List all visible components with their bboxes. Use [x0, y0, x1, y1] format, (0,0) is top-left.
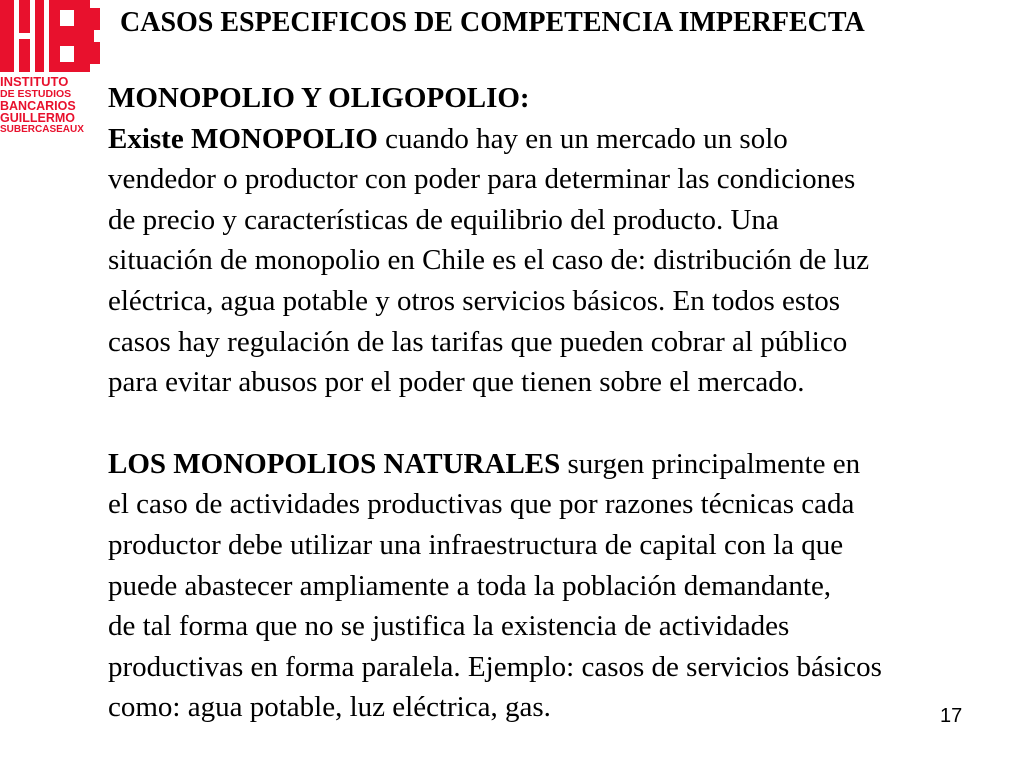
- spacer: [108, 403, 1024, 444]
- logo-line: INSTITUTO: [0, 74, 69, 89]
- logo-line: GUILLERMO: [0, 111, 75, 125]
- paragraph-line: eléctrica, agua potable y otros servicios básicos. En todos estos: [108, 284, 841, 317]
- paragraph-line: productor debe utilizar una infraestructura de capital con la que: [108, 528, 844, 561]
- logo-line: SUBERCASEAUX: [0, 124, 84, 135]
- paragraph-line: [108, 444, 1024, 485]
- paragraph-line: para evitar abusos por el poder que tienen sobre el mercado.: [108, 366, 805, 399]
- institution-logo: [0, 0, 100, 150]
- paragraph-line: puede abastecer ampliamente a toda la población demandante,: [108, 569, 832, 602]
- lead-text: surgen principalmente en: [560, 447, 861, 480]
- slide-title: CASOS ESPECIFICOS DE COMPETENCIA IMPERFECTA: [120, 7, 865, 38]
- lead-text: cuando hay en un mercado un solo: [377, 122, 788, 155]
- paragraph-line: casos hay regulación de las tarifas que pueden cobrar al público: [108, 325, 848, 358]
- bold-term: LOS MONOPOLIOS NATURALES: [108, 447, 561, 480]
- logo-line: DE ESTUDIOS: [0, 88, 72, 100]
- paragraph-line: de tal forma que no se justifica la existencia de actividades: [108, 610, 790, 643]
- paragraph-line: situación de monopolio en Chile es el caso de: distribución de luz: [108, 244, 870, 277]
- paragraph-line: productivas en forma paralela. Ejemplo: casos de servicios básicos: [108, 650, 882, 683]
- paragraph-line: el caso de actividades productivas que por razones técnicas cada: [108, 488, 855, 521]
- logo-mark-icon: [0, 0, 100, 72]
- section-heading: MONOPOLIO Y OLIGOPOLIO:: [108, 82, 530, 114]
- paragraph-line: [108, 119, 1024, 160]
- page-number: 17: [940, 705, 963, 727]
- paragraph-line: de precio y características de equilibrio del producto. Una: [108, 203, 779, 236]
- logo-line: BANCARIOS: [0, 99, 76, 113]
- paragraph-line: vendedor o productor con poder para determinar las condiciones: [108, 163, 856, 196]
- logo-text: [0, 76, 98, 136]
- bold-term: Existe MONOPOLIO: [108, 122, 378, 155]
- paragraph-line: como: agua potable, luz eléctrica, gas.: [108, 691, 551, 724]
- slide-body: [108, 78, 1024, 728]
